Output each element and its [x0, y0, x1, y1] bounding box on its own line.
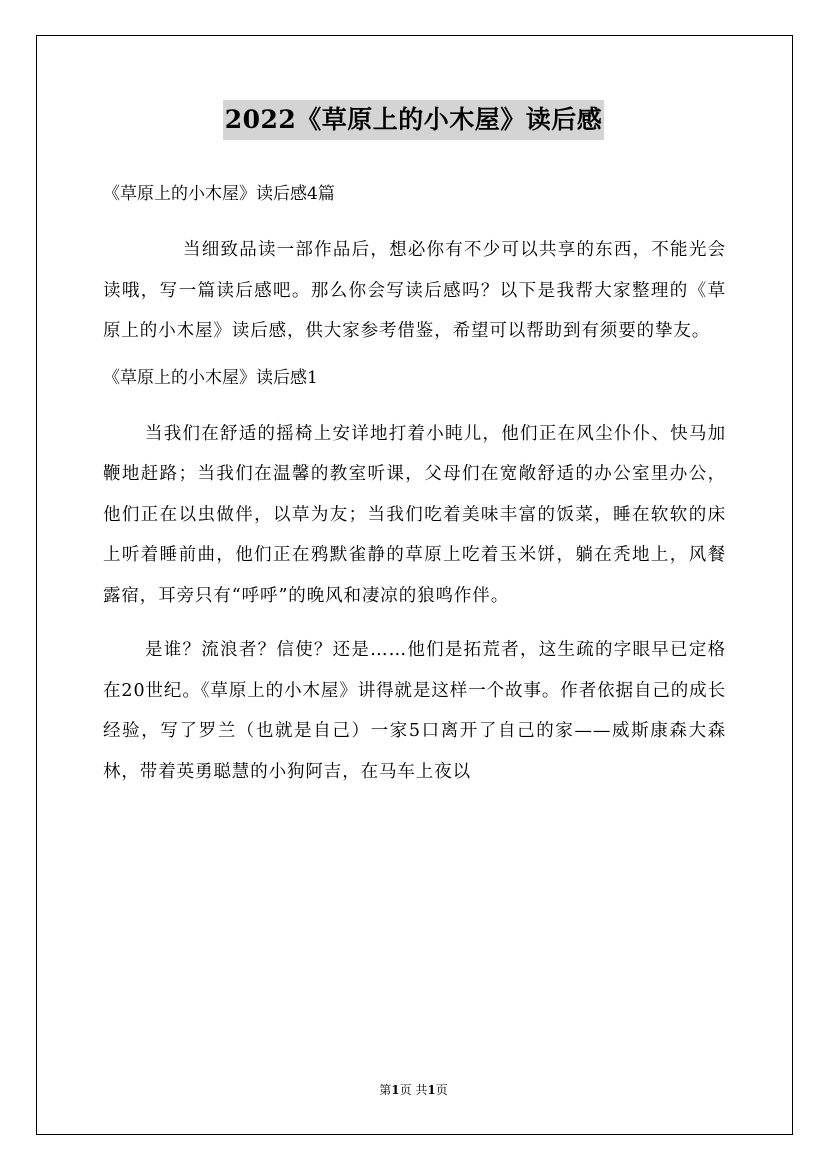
footer-suffix: 页 — [435, 1083, 448, 1097]
footer-prefix: 第 — [379, 1083, 392, 1097]
body-paragraph-1: 当我们在舒适的摇椅上安详地打着小盹儿，他们正在风尘仆仆、快马加鞭地赶路；当我们在温馨的教室听课，父母们在宽敞舒适的办公室里办公，他们正在以虫做伴，以草为友；当我们吃着美味丰富的饭菜，睡在软软的床上听着睡前曲，他们正在鸦默雀静的草原上吃着玉米饼，躺在秃地上，风餐露宿，耳旁只有“呼呼”的晚风和凄凉的狼鸣作伴。 — [103, 423, 726, 606]
intro-paragraph: 当细致品读一部作品后，想必你有不少可以共享的东西，不能光会读哦，写一篇读后感吧。那么你会写读后感吗？以下是我帮大家整理的《草原上的小木屋》读后感，供大家参考借鉴，希望可以帮助到有须要的挚友。 — [103, 240, 726, 341]
footer-page-total: 1 — [427, 1083, 436, 1097]
section-heading-1: 《草原上的小木屋》读后感1 — [103, 367, 318, 388]
title-container — [0, 100, 827, 140]
body-paragraph-2: 是谁？流浪者？信使？还是……他们是拓荒者，这生疏的字眼早已定格在20世纪。《草原上的小木屋》讲得就是这样一个故事。作者依据自己的成长经验，写了罗兰（也就是自己）一家5口离开了自己的家——威斯康森大森林，带着英勇聪慧的小狗阿吉，在马车上夜以 — [103, 640, 726, 782]
document-body — [103, 174, 726, 792]
footer-page-current: 1 — [391, 1083, 400, 1097]
document-title: 2022《草原上的小木屋》读后感 — [223, 100, 605, 140]
footer-mid: 页 共 — [399, 1083, 428, 1097]
page-footer — [0, 1082, 827, 1098]
document-subtitle: 《草原上的小木屋》读后感4篇 — [103, 184, 335, 204]
